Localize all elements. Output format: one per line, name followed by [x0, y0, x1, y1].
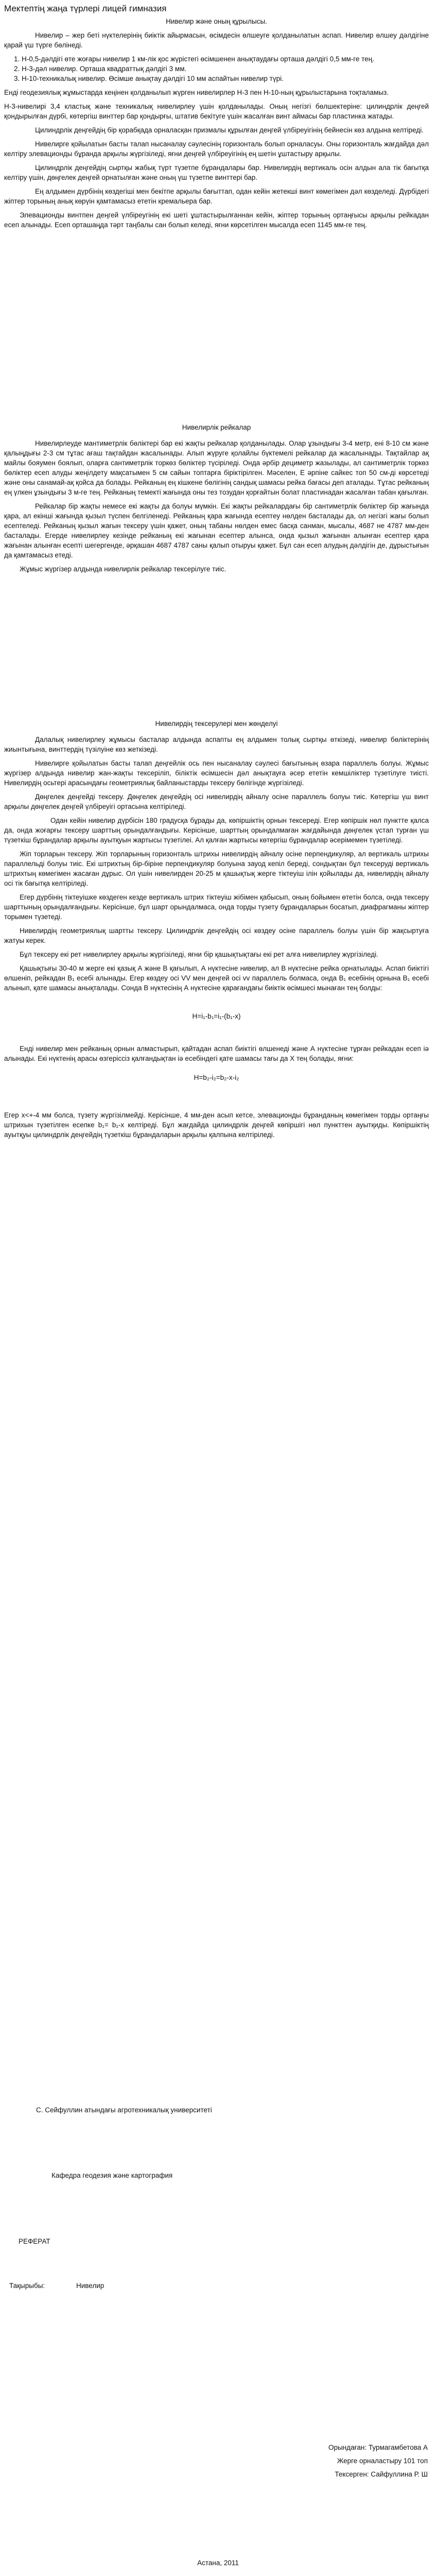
paragraph: Нивелир – жер беті нүктелерінің биіктік айырмасын, өсімдесін өлшеуге қолданылатын аспап. Нивелир өлшеу дәлдігіне қарай үш түрге бөлінеді. — [4, 31, 429, 49]
paragraph: Далалық нивелирлеу жұмысы басталар алдында аспапты ең алдымен толық сыртқы өткізеді, нивелир бөліктерінің жиынтығына, винттердің түзілуіне көз жеткізеді. — [4, 736, 429, 753]
department-name: Кафедра геодезия және картография — [51, 2172, 173, 2179]
paragraph: Элевационды винтпен деңгей үлбіреугінің екі шеті ұштастырылғаннан кейін, жіптер торының ортаңғысы арқылы рейкадан есеп алынады. Есеп орташаңда тәрт таңбалы сан болып келеді, яғни көрсетілген мысалда есеп 1145 мм-ге тең. — [4, 211, 429, 229]
nivelir-types-list — [4, 54, 429, 83]
paragraph: Жұмыс жүргізер алдында нивелирлік рейкалар тексерілуге тиіс. — [20, 565, 226, 573]
checker: Тексерген: Сайфуллина Р. Ш — [335, 2470, 428, 2478]
paragraph: Дөңгелек деңгейді тексеру. Дөңгелек деңгейдің осі нивелирдің айналу осіне параллель болуы тиіс. Көтергіш үш винт арқылы дөңгелек деңгей үлбіреуігі ортасына келтіріледі. — [4, 793, 429, 810]
paragraph: Егер х<+-4 мм болса, түзету жүргізілмейді. Керісінше, 4 мм-ден асып кетсе, элевационды бұранданың көмегімен торды ортаңғы штрихын түзетілген есепке b₁= b₁-x келтіреді. Бұл жағдайда цилиндрлік деңгей көпіршігі нөл пункттен ауытқиды. Көпіршіктің ауытқуы цилиндрлік деңгейдің түзеткіш бұрандаларын арқылы қалпына келтіріледі. — [4, 1111, 429, 1139]
topic-label: Тақырыбы: — [9, 2282, 45, 2290]
paragraph: Цилиндрлік деңгейдің сыртқы жабық түрт түзетпе бұрандалары бар. Нивелирдің вертикаль осін алдын ала тік бағытқа келтіру үшін, дөңгелек деңгей орнатылған және оның үш түзетпе винттері бар. — [4, 164, 429, 181]
paragraph: Нивелирлеуде мантиметрлік бөліктері бар екі жақты рейкалар қолданылады. Олар ұзындығы 3-4 метр, ені 8-10 см және қалыңдығы 2-3 см тұтас ағаш тақтайдан жасалынады. Алып жүруге қолайлы бүктемелі рейкалар да жасалынады. Тақтайлар ақ майлы бояумен боялып, оларға сантиметрлік торкөз бөліктер түсіріледі. Онда әрбір дециметр жазылады, ал сантиметрлік торкөз бөліктер есеп алуды жеңілдету мақсатымен 5 см сайын топтарға біріктірілген. Мәселен, Е әрпіне сайкес топ 50 см-ді көрсетеді және оны санамай-ақ қойса да болады. Рейканың ең кішкене бөлігінің сандық шамасы рейка бағасы деп аталады. Тұтас рейканың ең үлкен ұзындығы 3 м-ге тең. Рейканың темекті жағында оны тез тозудан қорғайтын болат пластинадан жасалған табан қағылған. — [4, 439, 429, 496]
paragraph: Егер дүрбінің тіктеуішке көздеген кезде вертикаль штрих тіктеуіш жібімен қабысып, оның бойымен өтетін болса, онда тексеру шарттының орындалғандығы. Керісінше, бұл шарт орындалмаса, онда торды түзету бұрандаларын босатып, диафрагманы жіптер торымен түзетеді. — [4, 893, 429, 921]
section-heading: Нивелир және оның құрылысы. — [166, 18, 267, 25]
paragraph: Енді геодезиялық жұмыстарда кеңінен қолданылып жүрген нивелирлер Н-3 пен Н-10-ның құрылыстарына тоқталамыз. — [4, 89, 389, 96]
page-title: Мектептің жаңа түрлері лицей гимназия — [4, 4, 167, 13]
section-checks — [4, 719, 429, 1144]
section-heading: Нивелирлік рейкалар — [182, 423, 251, 431]
author: Орындаған: Турмагамбетова А — [328, 2444, 428, 2451]
section-heading: Нивелирдің тексерулері мен жөнделуі — [155, 720, 278, 727]
paragraph: Ең алдымен дүрбінің көздегіші мен бекітпе арқылы бағыттап, одан кейін жетекші винт көмегімен дәл көзделеді. Дүрбідегі жіптер торының анық көрүін қамтамасыз ететін кремальера бар. — [4, 188, 429, 205]
paragraph: Рейкалар бір жақты немесе екі жақты да болуы мүмкін. Екі жақты рейкалардағы бір сантиметрлік бөліктер бір жағында қара, ал екінші жағында қызыл түспен белгіленеді. Рейканың қара жағында есептеу нөлден басталады да, ол негізгі жағы болып есептеледі. Рейканың қызыл жағын тексеру үшін қажет, оның табаны нөлден емес басқа санман, мысалы, 4687 не 4787 мм-ден басталады. Егерде нивелирлеу кезінде рейканың екі жағынан есептер алынса, онда қызыл жағынан алынған есептер қара жағынан алынған есепті шегергенде, әрқашан 4687 4787 саны қалып отыруы қажет. Бұл сан есеп алудың дәлдігін де, дұрыстығын да қамтамасыз етеді. — [4, 502, 429, 559]
paragraph: Одан кейін нивелир дүрбісін 180 градусқа бұрады да, көпіршіктің орнын тексереді. Егер көпіршік нөл пунктте қалса да, онда жоғарғы тексеру шарттың орындалғандығы. Керісінше, шарттың орындалмаған жағдайында дөңгелек үстап турған үш түзеткіш бұрандалар арқылы ауытқуын жартысы түзетілеі. Ал қалған жартысы көтергіш бұрандалар әсерімемен түзетіледі. — [4, 817, 429, 844]
formula: H=i₁-b₁=i₁-(b₁-x) — [192, 1012, 241, 1020]
section-rods — [4, 422, 429, 578]
list-item: 3. Н-10-техникалық нивелир. Өсімше анықтау дәлдігі 10 мм аспайтын нивелир түрі. — [22, 74, 429, 83]
topic-value: Нивелир — [76, 2282, 104, 2290]
paragraph: Н-3-нивелирі 3,4 кластық және техникалық нивелирлеу үшін қолданылады. Оның негізгі бөлшектеріне: цилиндрлік деңгей қондырылған дүрбі, көтергіш винттер бар қондырғы, штатив бекітуге үшін жасалған винт аймасы бар пластинка жатады. — [4, 103, 429, 120]
paragraph: Нивелирге қойылатын басты талап деңгейлік ось пен нысаналау сәулесі бағытының өзара параллель болуы. Жұмыс жүргізер алдында нивелир жан-жақты тексеріліп, біліктік өсімшесін дәл анықтауға әсер ететін кемшіліктер түзетілуге тиісті. Нивелирдің осьтері арасындағы геометриялық байланыстарды тексеру бөлігінде жүргізіледі. — [4, 759, 429, 787]
group: Жерге орналастыру 101 топ — [337, 2457, 428, 2465]
list-item: 1. Н-0,5-дәлдігі өте жоғары нивелир 1 км-лік қос жүрістегі өсімшенен анықтаудағы орташа дәлдігі 0,5 мм-ге тең. — [22, 54, 429, 64]
formula: H=b₂-i₂=b₂-x-i₂ — [194, 1074, 239, 1081]
paragraph: Қашықтығы 30-40 м жерге екі қазық А және В қағылып, А нүктесіне нивелир, ал В нүктесіне рейка орнатылады. Аспап биіктігі өлшеніп, рейкадан В₁ есебі алынады. Егер көздеу осі VV мен деңгей осі vv параллель болмаса, онда В₁ есебінің орнына В₁ есебі алынып, қате шамасы анықталады. Сонда В нүктесінің А нүктесіне қарағандағы биіктік өсімшесі мынаған тең болды: — [4, 964, 429, 992]
paragraph: Нивелирдің геометриялық шартты тексеру. Цилиндрлік деңгейдің осі көздеу осіне параллель болуы үшін бір жақсыртуға жатуы керек. — [4, 927, 429, 944]
document-genre: РЕФЕРАТ — [19, 2238, 50, 2245]
paragraph: Нивелирге қойылатын басты талап нысаналау сәулесінің горизонталь болып орналасуы. Оны горизонталь жағдайда дәл келтіру элевационды бұранда арқылы жүргізіледі, яғни деңгей үлбіреуігінің ең шетін ұштастыру арқылы. — [4, 140, 429, 158]
section-nivelir-structure — [4, 16, 429, 234]
university-name: С. Сейфуллин атындағы агротехникалық университеті — [36, 2106, 212, 2114]
paragraph: Жіп торларын тексеру. Жіп торларының горизонталь штрихы нивелирдің айналу осіне перпендикуляр, ал вертикаль штрихы параллельді болуы тиіс. Екі штрихтың бір-біріне перпендикуляр болуына зауод кепіл береді, сондықтан бұл тексеруді вертикаль штрихтың көмегімен жасаған дұрыс. Ол үшін нивелирден 20-25 м қашықтық жерге тіктеуіш ілін қойылады да, нивелирдің айналу осі тік бағытқа келтіріледі. — [4, 850, 429, 887]
city-year: Астана, 2011 — [197, 2559, 239, 2567]
paragraph: Цилиндрлік деңгейдің бір қорабқада орналасқан призмалы құрылған деңгей үлбіреуігінің бейнесін көз алдына келтіреді. — [35, 126, 424, 134]
list-item: 2. Н-3-дәл нивелир. Орташа квадраттық дәлдігі 3 мм. — [22, 64, 429, 74]
paragraph: Бұл тексеру екі рет нивелирлеу арқылы жүргізіледі, яғни бір қашықтықтағы екі рет алға нивелирлеу жүргізіледі. — [20, 951, 378, 958]
paragraph: Енді нивелир мен рейканың орнын алмастырып, қайтадан аспап биіктігі өлшенеді және А нүктесіне тұрған рейкадан есеп іә алынады. Екі нүктенің арасы өзгеріссіз қалғандықтан іә есебіндегі қате шамасы тағы да Х тең болады, яғни: — [4, 1045, 429, 1062]
